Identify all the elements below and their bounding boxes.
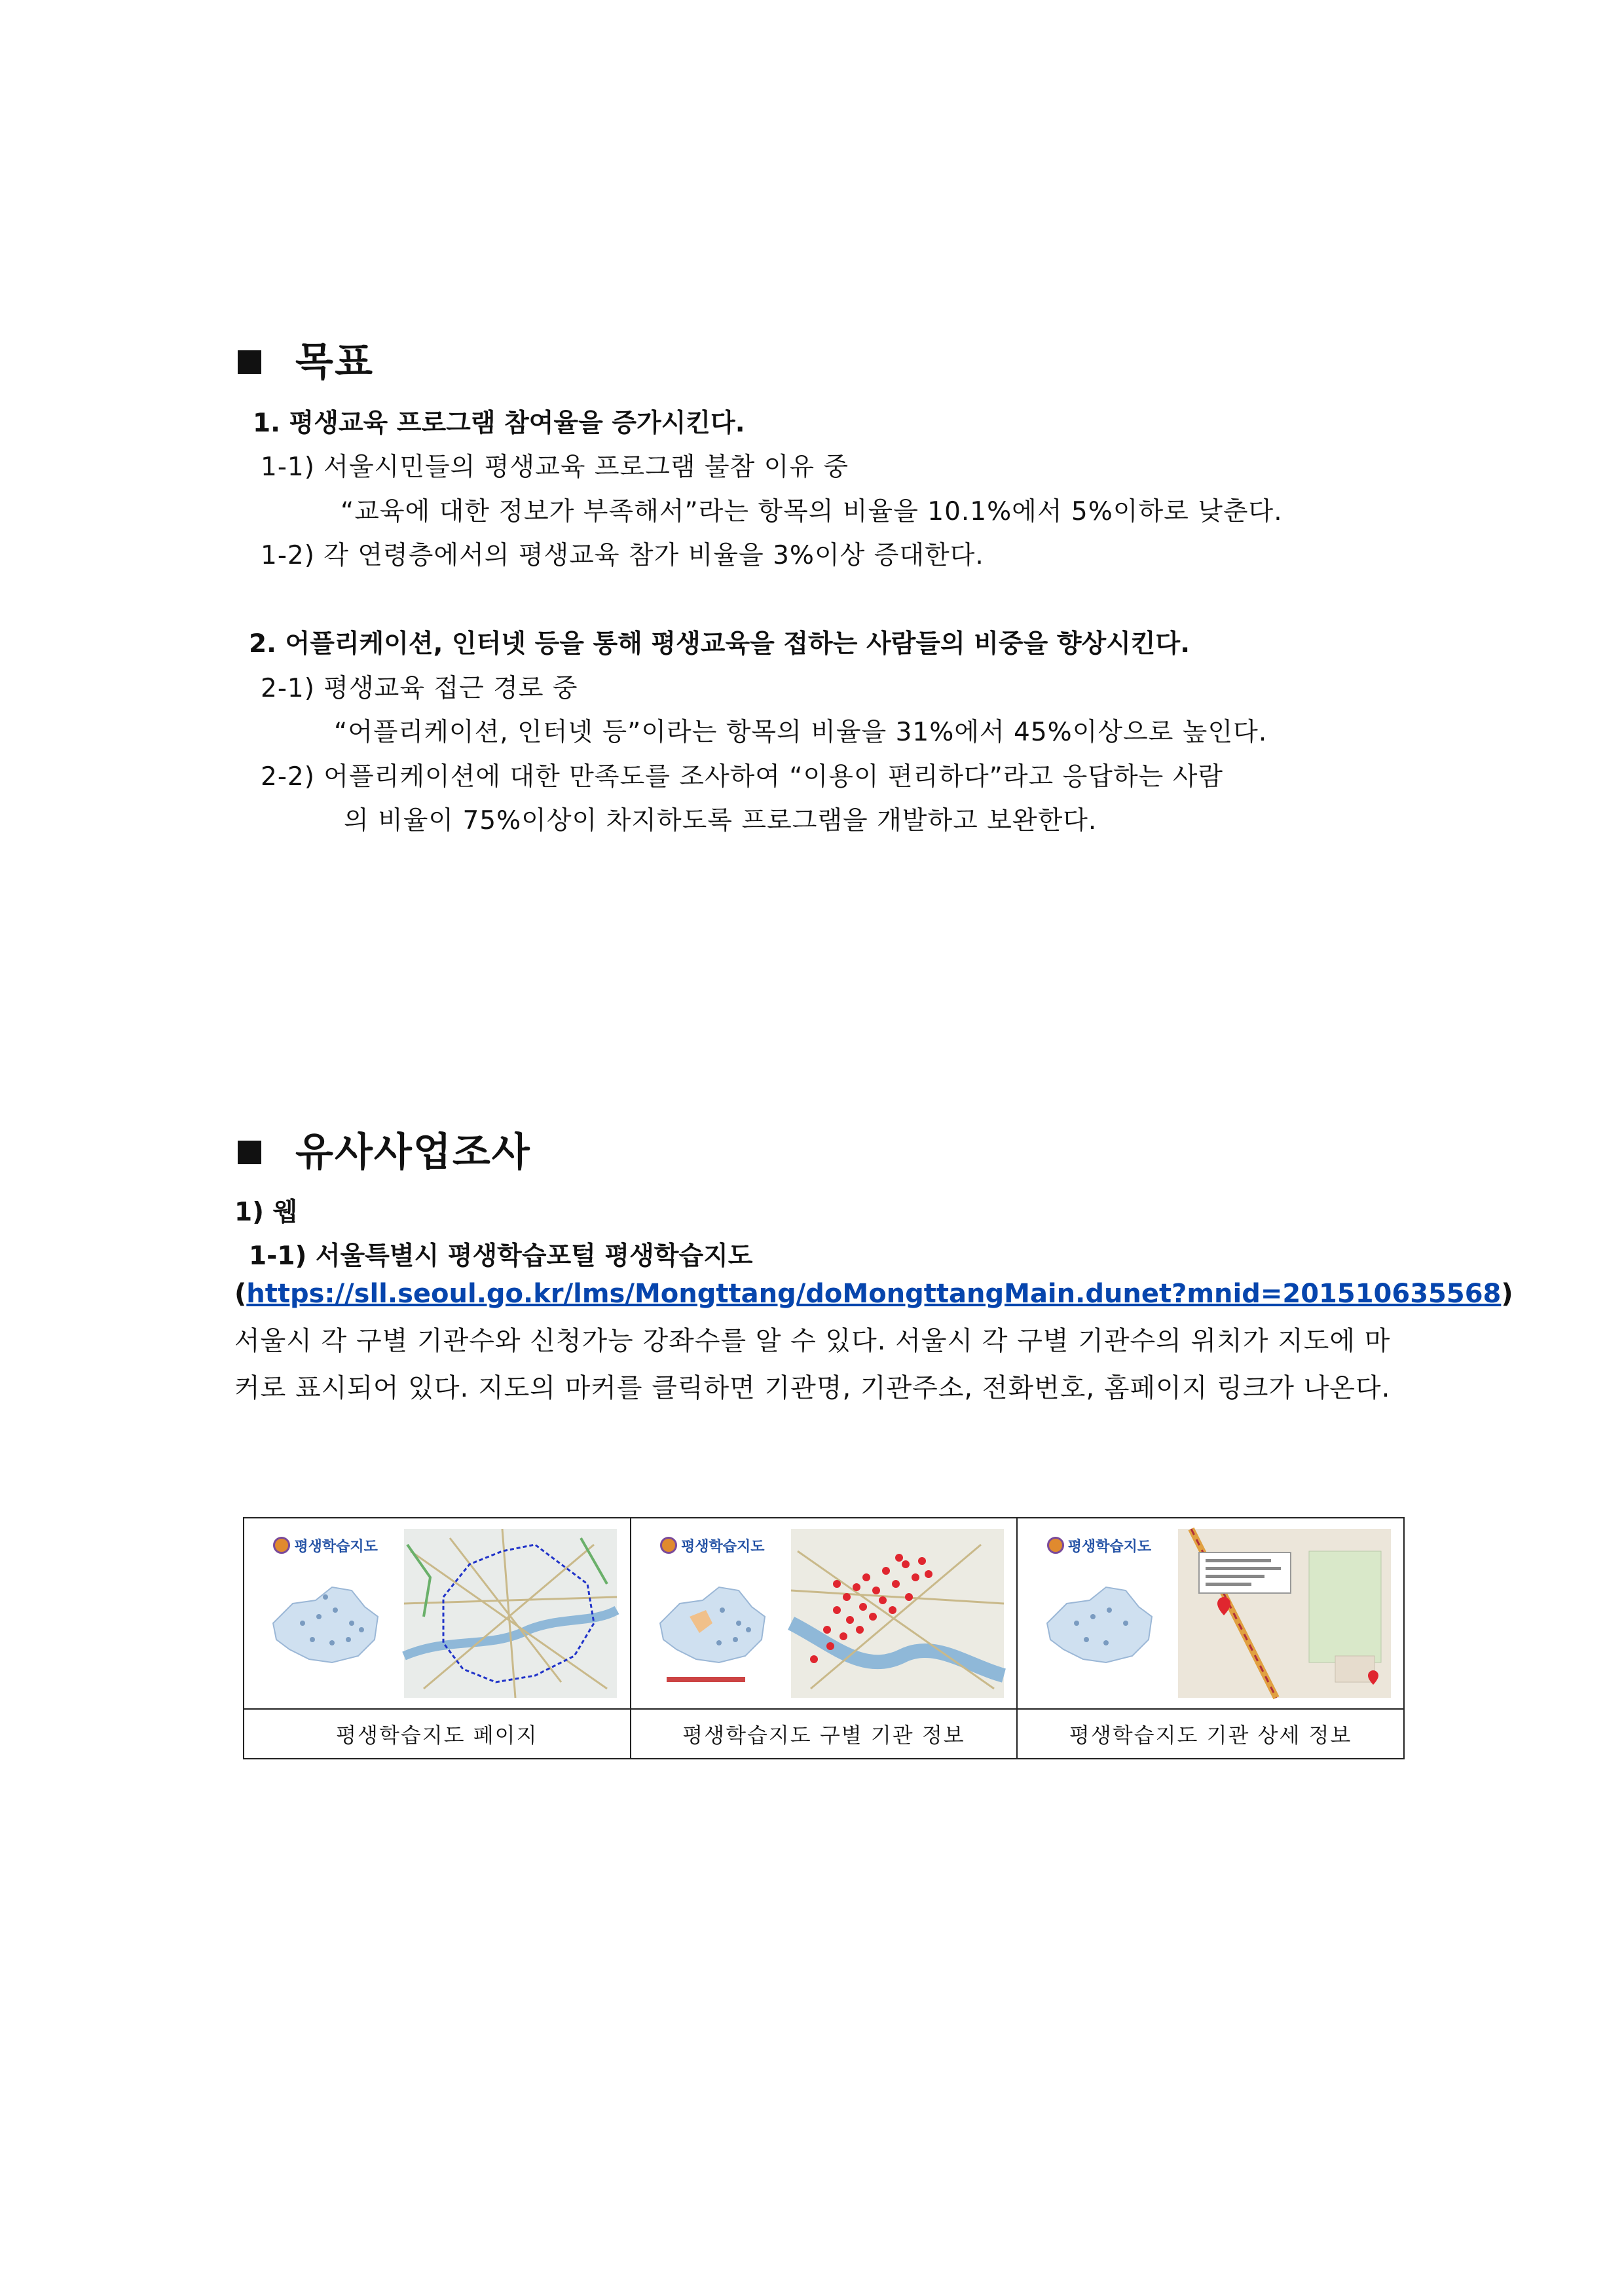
- goals-heading: 목표: [238, 331, 374, 387]
- goal-2-2-line-b: 의 비율이 75%이상이 차지하도록 프로그램을 개발하고 보완한다.: [344, 806, 1098, 835]
- goal-2-title: 2. 어플리케이션, 인터넷 등을 통해 평생교육을 접하는 사람들의 비중을 향상시킨다.: [249, 629, 1190, 659]
- figure-caption-2: 평생학습지도 구별 기관 정보: [631, 1709, 1018, 1759]
- goal-2-2-line-a: 2-2) 어플리케이션에 대한 만족도를 조사하여 “이용이 편리하다”라고 응답하는 사람: [261, 762, 1224, 792]
- goal-1-1-line-a: 1-1) 서울시민들의 평생교육 프로그램 불참 이유 중: [261, 452, 849, 482]
- logo: 평생학습지도: [273, 1535, 378, 1556]
- figure-cell-2: [631, 1518, 1018, 1709]
- figure-cell-1: [244, 1518, 631, 1709]
- institution-detail-thumbnail: [1027, 1525, 1394, 1702]
- goal-2-1-line-b: “어플리케이션, 인터넷 등”이라는 항목의 비율을 31%에서 45%이상으로 높인다.: [334, 718, 1268, 747]
- district-info-thumbnail: [640, 1525, 1007, 1702]
- goal-1-title: 1. 평생교육 프로그램 참여율을 증가시킨다.: [253, 409, 745, 438]
- map-page-thumbnail: [253, 1525, 620, 1702]
- case-title: 1-1) 서울특별시 평생학습포털 평생학습지도: [249, 1241, 753, 1271]
- logo: 평생학습지도: [1047, 1535, 1152, 1556]
- figure-caption-1: 평생학습지도 페이지: [244, 1709, 631, 1759]
- research-description: 서울시 각 구별 기관수와 신청가능 강좌수를 알 수 있다. 서울시 각 구별 기관수의 위치가 지도에 마커로 표시되어 있다. 지도의 마커를 클릭하면 기관명, 기관주소, 전화번호, 홈페이지 링크가 나온다.: [234, 1326, 1391, 1403]
- logo: 평생학습지도: [660, 1535, 765, 1556]
- figure-cell-3: [1017, 1518, 1404, 1709]
- url-line: (https://sll.seoul.go.kr/lms/Mongttang/doMongttangMain.dunet?mnid=201510635568): [234, 1279, 1513, 1309]
- goal-1-2: 1-2) 각 연령층에서의 평생교육 참가 비율을 3%이상 증대한다.: [261, 541, 984, 570]
- figure-table: [243, 1517, 1405, 1759]
- research-heading: 유사사업조사: [238, 1121, 531, 1177]
- goal-2-1-line-a: 2-1) 평생교육 접근 경로 중: [261, 674, 578, 703]
- goal-1-1-line-b: “교육에 대한 정보가 부족해서”라는 항목의 비율을 10.1%에서 5%이하로 낮춘다.: [341, 497, 1283, 526]
- figure-caption-3: 평생학습지도 기관 상세 정보: [1017, 1709, 1404, 1759]
- web-label: 1) 웹: [234, 1198, 298, 1227]
- square-bullet-icon: [238, 1141, 261, 1164]
- square-bullet-icon: [238, 350, 261, 374]
- portal-link[interactable]: https://sll.seoul.go.kr/lms/Mongttang/doMongttangMain.dunet?mnid=201510635568: [246, 1279, 1502, 1309]
